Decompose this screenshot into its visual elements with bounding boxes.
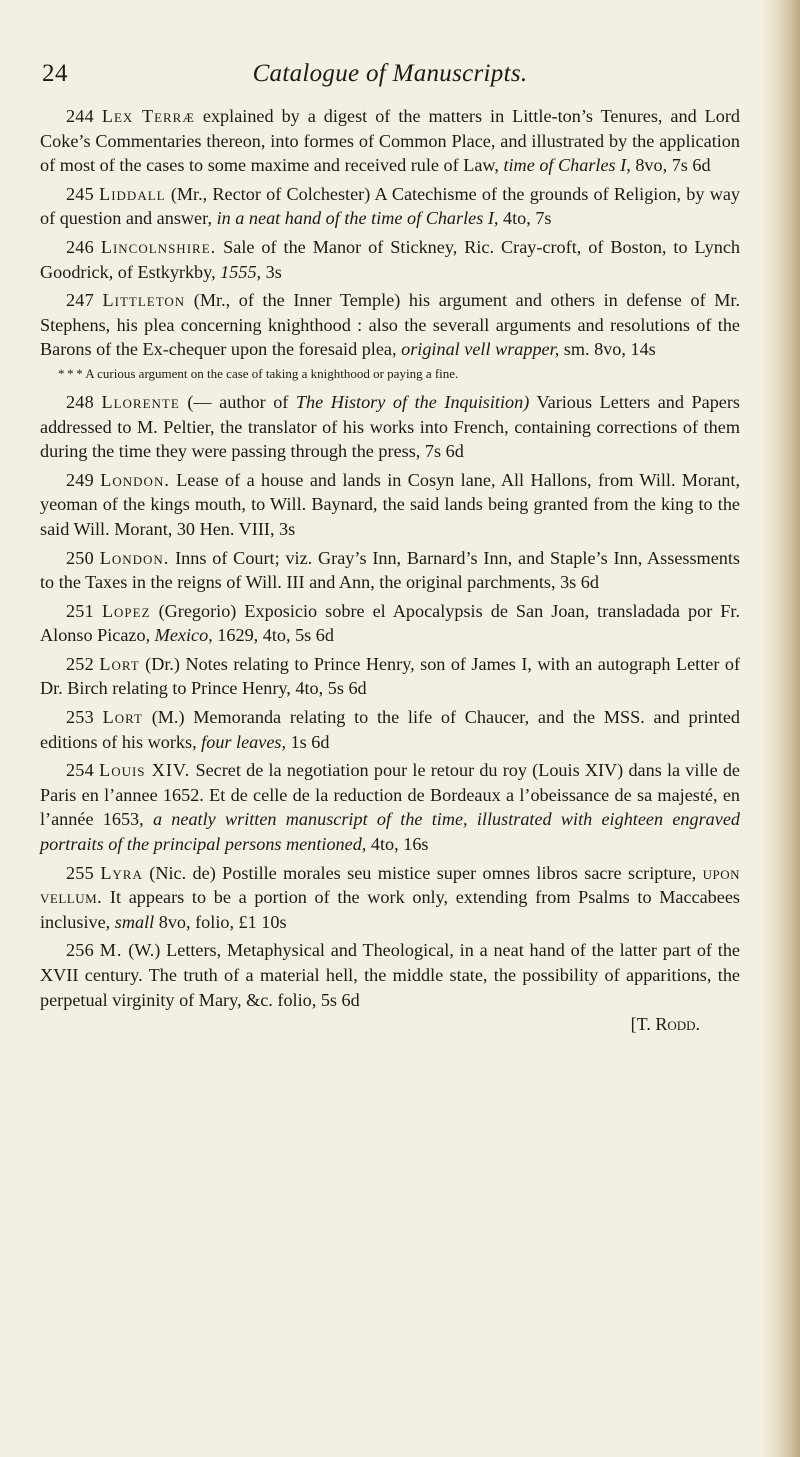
entry-italic: in a neat hand of the time of Charles I, [216, 208, 499, 229]
entry-number: 253 [66, 707, 94, 728]
entry-heading: Llorente [101, 391, 180, 412]
entry-heading: London. [99, 547, 170, 568]
entry-italic: original vell wrapper, [401, 339, 560, 360]
entry-number: 247 [66, 290, 94, 311]
catchword: [T. Rodd. [630, 1014, 700, 1035]
entry-heading: Lyra [100, 862, 143, 883]
entry-heading: London. [100, 469, 170, 490]
entry-number: 250 [66, 547, 94, 568]
page-number: 24 [42, 60, 68, 87]
entry-text: Secret de la negotiation pour le retour du roy (Louis XIV) dans la ville de Paris en l’annee 1652. Et de celle de la reduction de Bordeaux a l’obeissance de sa majesté, en l’année 1653, [40, 760, 741, 830]
entry-number: 252 [66, 653, 94, 674]
entry-italic: four leaves, [201, 731, 287, 752]
entry-number: 256 [66, 940, 94, 961]
entry-249 [40, 468, 740, 542]
entry-text: (Mr., Rector of Colchester) A Catechisme of the grounds of Religion, by way of question and answer, [40, 183, 740, 229]
entry-heading: Lincolnshire. [100, 236, 217, 257]
entry-254 [40, 758, 740, 856]
entry-number: 246 [66, 236, 94, 257]
entry-italic: small [114, 911, 155, 932]
entry-heading: Lex Terræ [101, 106, 195, 126]
catalogue-page [40, 0, 740, 1035]
entry-italic: Mexico, [154, 625, 213, 646]
entry-255 [40, 861, 740, 935]
entry-text: (W.) Letters, Metaphysical and Theological, in a neat hand of the latter part of the XVII century. The truth of a material hell, the middle state, the possibility of apparitions, the perpetual virginity of Mary, &c. folio, 5s 6d [40, 940, 740, 1010]
entry-256 [40, 938, 740, 1012]
entry-text: (Dr.) Notes relating to Prince Henry, son of James I, with an autograph Letter of Dr. Birch relating to Prince Henry, 4to, 5s 6d [40, 653, 740, 699]
entry-number: 251 [66, 600, 94, 621]
entry-244 [40, 104, 740, 178]
entry-number: 254 [66, 760, 94, 781]
entry-text: Sale of the Manor of Stickney, Ric. Cray-croft, of Boston, to Lynch Goodrick, of Estkyrkby, [40, 236, 740, 282]
running-head: Catalogue of Manuscripts. [252, 60, 528, 87]
entry-italic: 1555, [220, 261, 262, 282]
entry-italic: time of Charles I, [503, 155, 631, 176]
entry-price: 8vo, folio, £1 10s [154, 911, 287, 932]
page-header [40, 0, 740, 96]
page-edge-shadow [760, 0, 800, 1457]
entry-price: Various Letters and Papers addressed to M. Peltier, the translator of his works into French, containing corrections of them during the time they were passing through the press, 7s 6d [40, 391, 741, 462]
entry-247-note: * * * A curious argument on the case of taking a knighthood or paying a fine. [58, 365, 459, 381]
entry-small-caps: upon vellum. [40, 862, 741, 908]
entry-251 [40, 599, 740, 648]
entry-italic: a neatly written manuscript of the time, illustrated with eighteen engraved portraits of the principal persons mentioned, [40, 809, 740, 855]
entry-list [40, 104, 740, 1035]
entry-246 [40, 235, 740, 284]
entry-price: 4to, 16s [366, 834, 429, 855]
entry-number: 249 [66, 469, 94, 490]
entry-number: 244 [66, 106, 94, 126]
entry-text-2: It appears to be a portion of the work only, extending from Psalms to Maccabees inclusive, [40, 887, 740, 932]
entry-heading: Lopez [101, 600, 151, 621]
entry-italic: The History of the Inquisition) [295, 391, 530, 412]
entry-248 [40, 390, 740, 464]
entry-text: (Mr., of the Inner Temple) his argument and others in defense of Mr. Stephens, his plea concerning knighthood : also the severall arguments and resolutions of the Barons of the Ex-chequer upon the foresaid plea, [40, 290, 740, 360]
entry-text: explained by a digest of the matters in Little-ton’s Tenures, and Lord Coke’s Commentaries thereon, into formes of Common Place, and illustrated by the application of most of the cases to some maxime and received rule of Law, [40, 106, 741, 176]
entry-heading: Liddall [99, 183, 166, 204]
entry-247 [40, 288, 740, 362]
entry-heading: M. [99, 940, 123, 961]
entry-252 [40, 652, 740, 701]
entry-price: 4to, 7s [498, 208, 552, 229]
entry-heading: Louis XIV. [99, 760, 191, 781]
entry-heading: Lort [99, 653, 140, 674]
entry-250 [40, 546, 740, 595]
entry-text: Lease of a house and lands in Cosyn lane, All Hallons, from Will. Morant, yeoman of the kings mouth, to Will. Baynard, the said lands being granted from the king to the said Will. Morant, 30 Hen. VIII, 3s [40, 469, 741, 539]
entry-price: 1629, 4to, 5s 6d [212, 625, 334, 646]
entry-text: (M.) Memoranda relating to the life of Chaucer, and the MSS. and printed editions of his works, [40, 707, 741, 752]
entry-price: 3s [261, 261, 282, 282]
entry-number: 245 [66, 183, 94, 204]
entry-text: (Gregorio) Exposicio sobre el Apocalypsis de San Joan, transladada por Fr. Alonso Picazo, [40, 600, 741, 646]
entry-price: 1s 6d [286, 731, 330, 752]
entry-text: Inns of Court; viz. Gray’s Inn, Barnard’s Inn, and Staple’s Inn, Assessments to the Taxes in the reigns of Will. III and Ann, the original parchments, 3s 6d [40, 547, 740, 593]
entry-253 [40, 705, 740, 754]
entry-heading: Littleton [102, 290, 186, 311]
entry-heading: Lort [102, 707, 143, 728]
entry-price: 8vo, 7s 6d [630, 155, 711, 176]
entry-number: 255 [66, 862, 94, 883]
entry-price: sm. 8vo, 14s [559, 339, 656, 360]
entry-245 [40, 182, 740, 231]
entry-text: (— author of [179, 391, 296, 412]
entry-number: 248 [66, 391, 94, 412]
entry-text: (Nic. de) Postille morales seu mistice super omnes libros sacre scripture, [142, 862, 703, 883]
